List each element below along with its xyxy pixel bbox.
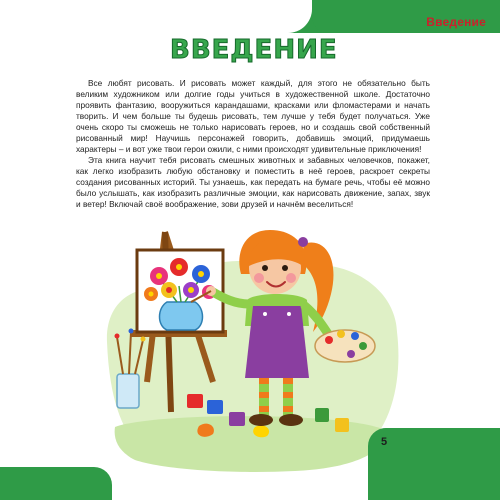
paragraph-2: Эта книга научит тебя рисовать смешных животных и забавных человечков, покажет, как легко изобразить любую обстановку и поместить в неё героев, раскроет секреты создания рисованных историй. Ты узнаешь, как передать на бумаге речь, чтобы её можно было услышать, как изобразить различные эмоции, как нарисовать движение, запах, звук и ветер! Включай своё воображение, зови друзей и начнём веселиться! bbox=[76, 155, 430, 209]
girl-dress bbox=[245, 306, 309, 378]
body-text bbox=[76, 78, 430, 210]
page-number: 5 bbox=[380, 436, 388, 448]
top-band-cutout bbox=[0, 0, 312, 33]
section-label: Введение bbox=[426, 15, 486, 29]
girl-hair-bow bbox=[298, 237, 308, 247]
girl-painting-illustration bbox=[95, 222, 405, 477]
bottom-left-band bbox=[0, 467, 112, 500]
page-heading: ВВЕДЕНИЕ bbox=[170, 35, 338, 65]
paint-palette bbox=[315, 330, 375, 362]
painted-vase bbox=[160, 302, 203, 330]
paragraph-1: Все любят рисовать. И рисовать может каждый, для этого не обязательно быть великим художником или долгие годы учиться в художественной школе. Достаточно проявить фантазию, вооружиться карандашами, красками или фломастерами и начать творить. И чем больше ты будешь рисовать, тем лучше у тебя будет получаться. Уже очень скоро ты сможешь не только нарисовать героев, но и создашь свой собственный рисованный мир! Научишь персонажей говорить, добавишь эмоций, придумаешь характеры – и вот уже твои герои ожили, с ними происходят удивительные приключения! bbox=[76, 78, 430, 154]
